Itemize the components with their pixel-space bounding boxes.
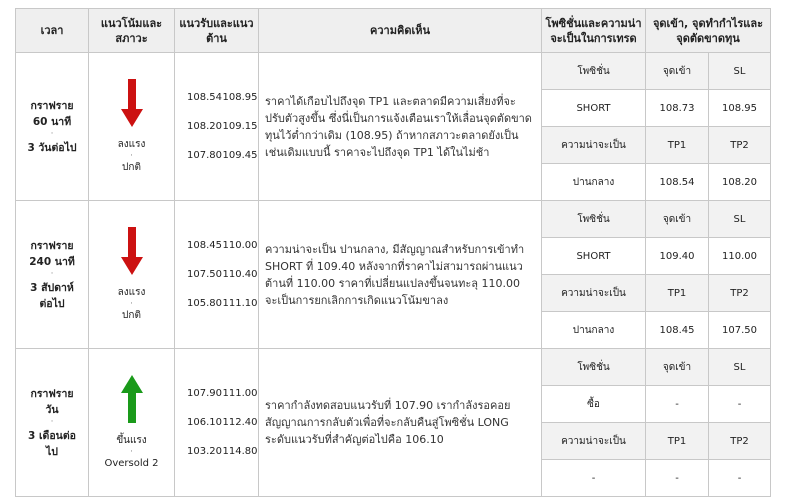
trend-cell	[89, 349, 175, 497]
entry-cell: TP1	[646, 423, 709, 460]
timeframe-text: กราฟราย	[30, 239, 74, 252]
position-cell: โพซิชั่น	[542, 201, 646, 238]
entry-cell: จุดเข้า	[646, 349, 709, 386]
position-cell: โพซิชั่น	[542, 349, 646, 386]
timeframe-text: ·	[50, 416, 54, 427]
position-cell: ความน่าจะเป็น	[542, 423, 646, 460]
trend-text: ขึ้นแรง	[116, 434, 147, 446]
entry-cell: -	[646, 460, 709, 497]
support-value: 108.20	[187, 120, 222, 132]
level-pair	[175, 268, 258, 282]
resistance-value: 111.10	[222, 297, 258, 309]
timeframe-text: 60 นาที	[32, 115, 72, 128]
trend-text: ลงแรง	[117, 286, 146, 298]
timeframe-text: ·	[50, 128, 54, 139]
support-value: 107.90	[187, 387, 222, 399]
header-comment: ความคิดเห็น	[259, 9, 542, 53]
levels-cell	[175, 201, 259, 349]
position-cell: ความน่าจะเป็น	[542, 127, 646, 164]
position-cell: ปานกลาง	[542, 164, 646, 201]
trend-text: ·	[130, 150, 133, 161]
resistance-value: 109.15	[222, 120, 258, 132]
resistance-value: 112.40	[222, 416, 258, 428]
header-targets: จุดเข้า, จุดทำกำไรและ จุดตัดขาดทุน	[646, 9, 771, 53]
header-position: โพซิชั่นและความน่า จะเป็นในการเทรด	[542, 9, 646, 53]
support-value: 105.80	[187, 297, 222, 309]
level-pair	[175, 387, 258, 401]
resistance-value: 111.00	[222, 387, 258, 399]
trend-cell	[89, 201, 175, 349]
position-cell: ซื้อ	[542, 386, 646, 423]
trend-text: ·	[130, 298, 133, 309]
level-pair	[175, 149, 258, 163]
level-pair	[175, 239, 258, 253]
forecast-table	[15, 8, 771, 497]
timeframe-text: 240 นาที	[29, 255, 75, 268]
header-row	[16, 9, 771, 53]
timeframe-cell	[16, 349, 89, 497]
trend-text: ·	[130, 446, 133, 457]
position-cell: SHORT	[542, 90, 646, 127]
entry-cell: 109.40	[646, 238, 709, 275]
stop-cell: SL	[709, 53, 771, 90]
comment-cell: ความน่าจะเป็น ปานกลาง, มีสัญญาณสำหรับการเข้าทำ SHORT ที่ 109.40 หลังจากที่ราคาไม่สามารถผ่านแนวต้านที่ 110.00 ราคาที่เปลี่ยนแปลงขึ้นจนทะลุ 110.00 จะเป็นการยกเลิกการเกิดแนวโน้มขาลง	[259, 201, 542, 349]
timeframe-text: 3 วันต่อไป	[27, 141, 77, 154]
entry-cell: จุดเข้า	[646, 53, 709, 90]
header-trend: แนวโน้มและ สภาวะ	[89, 9, 175, 53]
stop-cell: -	[709, 460, 771, 497]
timeframe-text: กราฟราย	[30, 387, 74, 400]
level-pair	[175, 297, 258, 311]
entry-cell: -	[646, 386, 709, 423]
entry-cell: TP1	[646, 275, 709, 312]
stop-cell: -	[709, 386, 771, 423]
entry-cell: 108.45	[646, 312, 709, 349]
entry-cell: 108.54	[646, 164, 709, 201]
timeframe-text: กราฟราย	[30, 99, 74, 112]
trend-text: ปกติ	[122, 309, 141, 321]
timeframe-text: ·	[50, 268, 54, 279]
stop-cell: 110.00	[709, 238, 771, 275]
comment-cell: ราคากำลังทดสอบแนวรับที่ 107.90 เรากำลังรอคอยสัญญาณการกลับตัวเพื่อที่จะกลับคืนสู่โพซิชั่น LONG ระดับแนวรับที่สำคัญต่อไปคือ 106.10	[259, 349, 542, 497]
support-value: 108.54	[187, 91, 222, 103]
table-row	[16, 349, 771, 386]
timeframe-text: 3 เดือนต่อ	[28, 429, 76, 442]
resistance-value: 110.40	[222, 268, 258, 280]
comment-cell: ราคาได้เกือบไปถึงจุด TP1 และตลาดมีความเสี่ยงที่จะปรับตัวสูงขึ้น ซึ่งนี่เป็นการแจ้งเตือนเราให้เลื่อนจุดตัดขาดทุนไว้ต่ำกว่าเดิม (108.95) ถ้าหากสภาวะตลาดยังเป็นเช่นเดิมแบบนี้ ราคาจะไปถึงจุด TP1 ได้ในไม่ช้า	[259, 53, 542, 201]
trend-text: ปกติ	[122, 161, 141, 173]
timeframe-text: 3 สัปดาห์	[30, 281, 74, 294]
position-cell: ปานกลาง	[542, 312, 646, 349]
stop-cell: SL	[709, 201, 771, 238]
stop-cell: 108.95	[709, 90, 771, 127]
header-levels: แนวรับและแนว ต้าน	[175, 9, 259, 53]
entry-cell: จุดเข้า	[646, 201, 709, 238]
stop-cell: SL	[709, 349, 771, 386]
timeframe-text: วัน	[45, 403, 59, 416]
timeframe-text: ไป	[46, 445, 58, 458]
resistance-value: 109.45	[222, 149, 258, 161]
level-pair	[175, 416, 258, 430]
timeframe-cell	[16, 53, 89, 201]
support-value: 108.45	[187, 239, 222, 251]
header-time: เวลา	[16, 9, 89, 53]
table-row	[16, 201, 771, 238]
support-value: 106.10	[187, 416, 222, 428]
stop-cell: TP2	[709, 127, 771, 164]
trend-text: ลงแรง	[117, 138, 146, 150]
support-value: 103.20	[187, 445, 222, 457]
entry-cell: TP1	[646, 127, 709, 164]
position-cell: ความน่าจะเป็น	[542, 275, 646, 312]
resistance-value: 110.00	[222, 239, 258, 251]
arrow-up-icon	[121, 375, 143, 423]
support-value: 107.50	[187, 268, 222, 280]
trend-cell	[89, 53, 175, 201]
timeframe-text: ต่อไป	[39, 297, 65, 310]
stop-cell: TP2	[709, 423, 771, 460]
level-pair	[175, 120, 258, 134]
entry-cell: 108.73	[646, 90, 709, 127]
resistance-value: 108.95	[222, 91, 258, 103]
arrow-down-icon	[121, 227, 143, 275]
position-cell: โพซิชั่น	[542, 53, 646, 90]
arrow-down-icon	[121, 79, 143, 127]
levels-cell	[175, 53, 259, 201]
trend-text: Oversold 2	[104, 457, 159, 469]
stop-cell: TP2	[709, 275, 771, 312]
position-cell: SHORT	[542, 238, 646, 275]
stop-cell: 108.20	[709, 164, 771, 201]
stop-cell: 107.50	[709, 312, 771, 349]
support-value: 107.80	[187, 149, 222, 161]
resistance-value: 114.80	[222, 445, 258, 457]
level-pair	[175, 445, 258, 459]
levels-cell	[175, 349, 259, 497]
position-cell: -	[542, 460, 646, 497]
table-row	[16, 53, 771, 90]
level-pair	[175, 91, 258, 105]
timeframe-cell	[16, 201, 89, 349]
